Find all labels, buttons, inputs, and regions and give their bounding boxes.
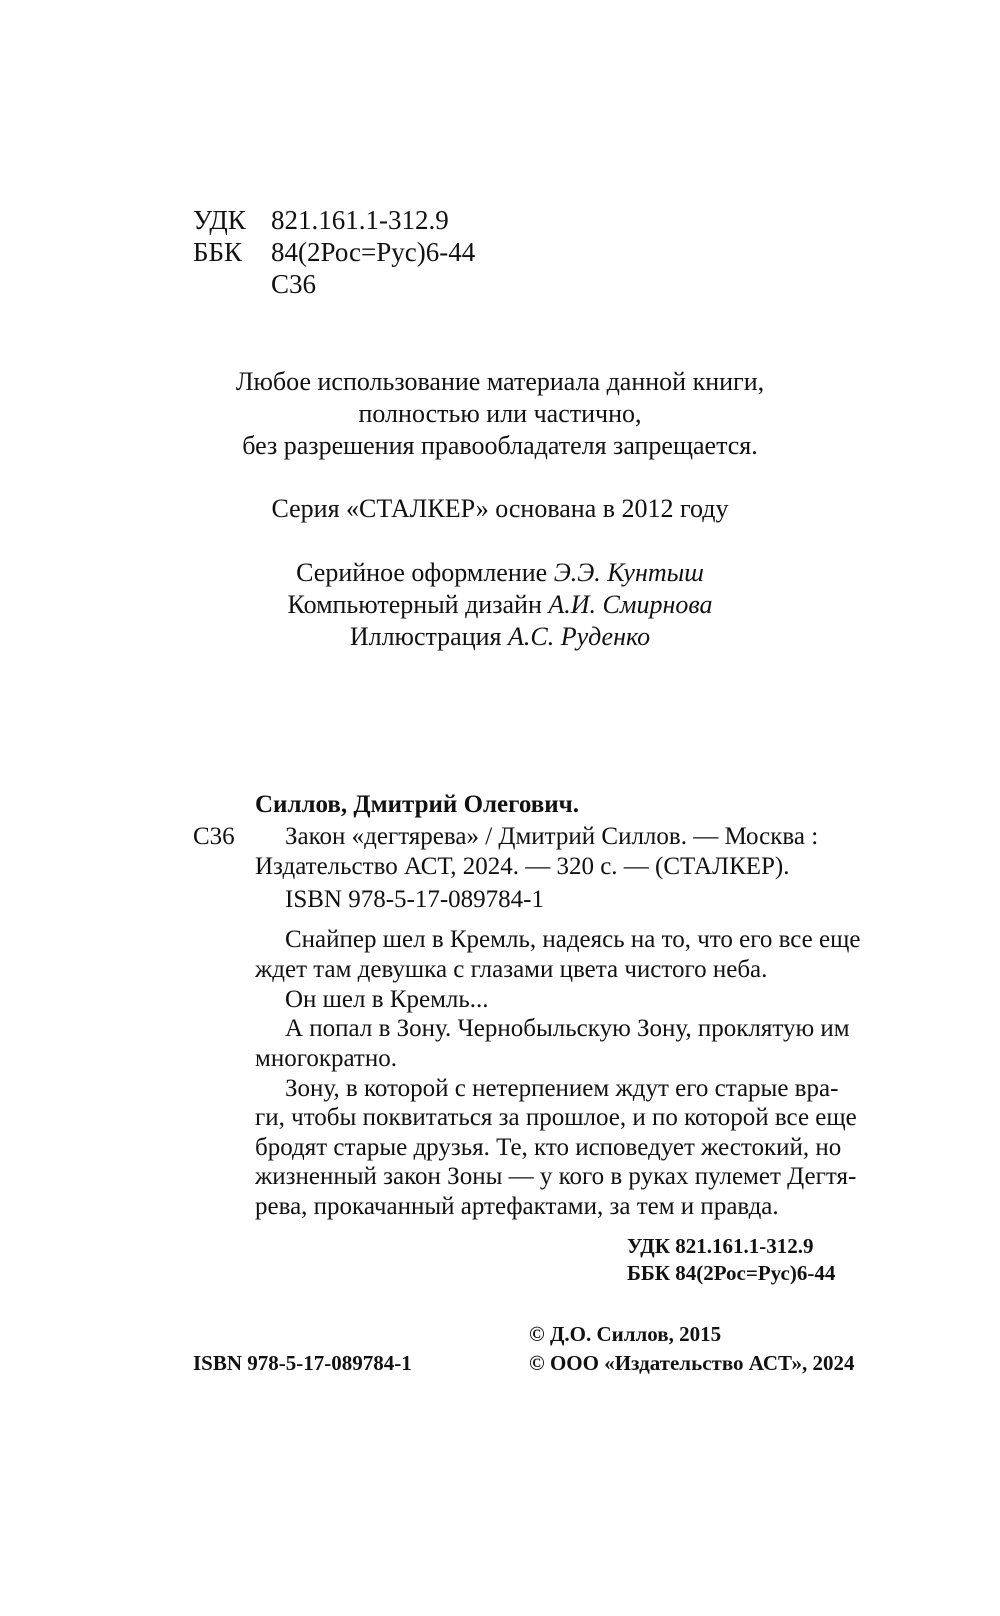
credit-design [0,557,1000,589]
author-mark: С36 [271,269,317,299]
bbk-label: ББК [193,237,243,267]
credit-role: Компьютерный дизайн [287,590,542,619]
bbk-row [193,236,475,268]
credit-name: А.И. Смирнова [548,590,713,619]
copyright-author: © Д.О. Силлов, 2015 [529,1322,722,1346]
copyright-publisher: © ООО «Издательство АСТ», 2024 [529,1351,855,1375]
catalog-isbn: ISBN 978-5-17-089784-1 [285,886,545,913]
author-mark-row [193,268,316,300]
notice-line: Любое использование материала данной книги, [235,367,765,396]
credit-role: Серийное оформление [296,558,548,587]
annotation-line: Снайпер шел в Кремль, надеясь на то, что его все еще [285,926,861,953]
bbk-value: 84(2Рос=Рус)6-44 [271,237,476,267]
annotation-line: А попал в Зону. Чернобыльскую Зону, проклятую им [285,1015,850,1042]
catalog-title-line: Издательство АСТ, 2024. — 320 с. — (СТАЛКЕР). [255,853,790,880]
udk-row [193,204,449,236]
credit-computer-design [0,589,1000,621]
annotation-line: ждет там девушка с глазами цвета чистого неба. [255,956,768,983]
annotation-line: многократно. [255,1045,397,1072]
catalog-mark: С36 [193,823,235,850]
annotation-line: ги, чтобы поквитаться за прошлое, и по которой все еще [255,1104,857,1131]
credit-name: Э.Э. Кунтыш [553,558,704,587]
footer-isbn: ISBN 978-5-17-089784-1 [193,1351,412,1375]
series-line: Серия «СТАЛКЕР» основана в 2012 году [271,494,729,523]
annotation-line: Он шел в Кремль... [285,986,489,1013]
annotation-line: жизненный закон Зоны — у кого в руках пулемет Дегтя- [255,1163,857,1190]
udk-label: УДК [193,205,246,235]
credit-name: А.С. Руденко [508,622,651,651]
annotation-line: бродят старые друзья. Те, кто исповедует жестокий, но [255,1134,842,1161]
annotation-line: Зону, в которой с нетерпением ждут его старые вра- [285,1075,839,1102]
notice-line: полностью или частично, [358,399,642,428]
catalog-author-heading: Силлов, Дмитрий Олегович. [255,791,579,818]
footer-udk: УДК 821.161.1-312.9 [627,1234,814,1258]
credit-illustration [0,621,1000,653]
annotation-line: рева, прокачанный артефактами, за тем и правда. [255,1193,779,1220]
credit-role: Иллюстрация [349,622,502,651]
catalog-title-line: Закон «дегтярева» / Дмитрий Силлов. — Москва : [285,823,819,850]
notice-line: без разрешения правообладателя запрещается. [242,431,758,460]
footer-bbk: ББК 84(2Рос=Рус)6-44 [627,1261,836,1285]
udk-value: 821.161.1-312.9 [271,205,449,235]
